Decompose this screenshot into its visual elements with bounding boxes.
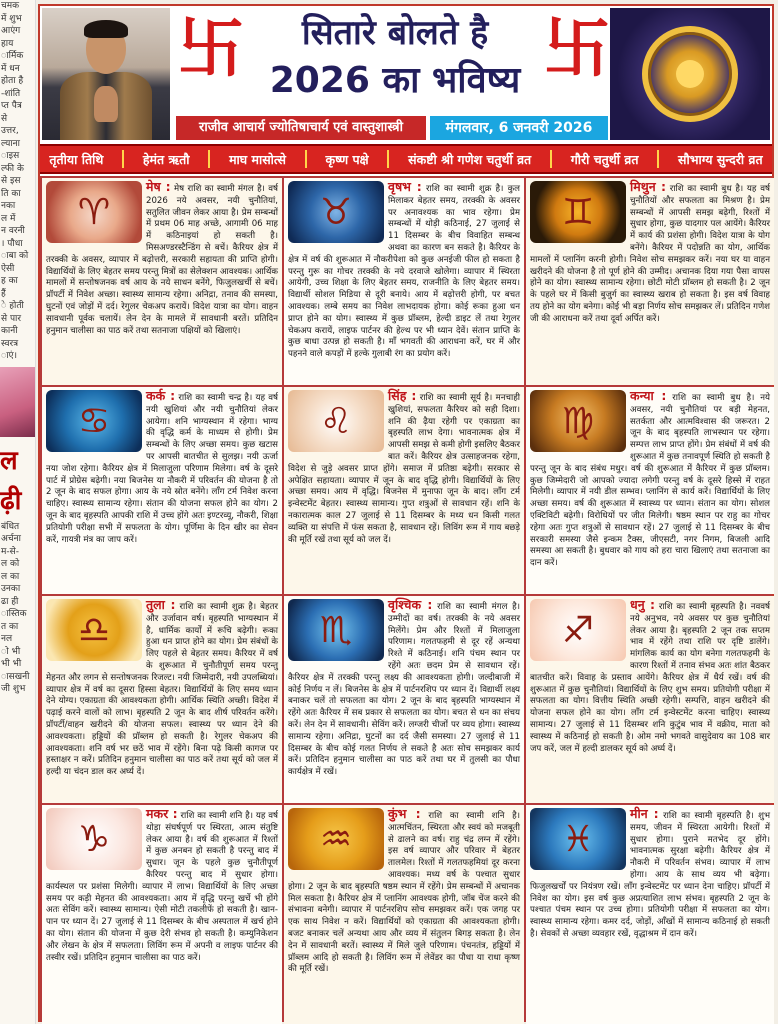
astrologer-photo	[42, 8, 170, 140]
rashi-body: सावधान रहें। कैरियर क्षेत्र में तरक्की परन्तु लक्ष्य की आवश्यकता होगी। जल्दीबाजी में कोई निर्णय न लें। बिजनेस के क्षेत्र में पार्टनरशिप पर ध्यान दें। विद्यार्थी लक्ष्य बनाकर चलें तो सफलता का योग। 2 जून के बाद बृहस्पति भाग्यस्थान में रहेंगे अतः कैरियर में सब प्रकार से सफलता का योग। बचत से धन का संचय करें। लेन देन में सावधानी। सेविंग करें। लग्जरी चीजों पर व्यय होगा। स्वास्थ्य सामान्य रहेगा। अनिद्रा, घुटनों का दर्द जैसी समस्या। 27 जुलाई से 11 दिसम्बर के बीच कोई गलत निर्णय ले सकते है अतः सोच समझकर कार्य करें। प्रतिदिन हनुमान चालीसा का पाठ करें तथा घर में तुलसी का पौधा कार्यक्षेत्र में रखें।	[288, 660, 520, 778]
adjacent-text-fragment: नका	[1, 201, 16, 211]
rashi-card-dhanu	[526, 596, 774, 803]
adjacent-text-fragment: ल्याना	[1, 138, 20, 149]
adjacent-text-fragment: स्वरत्र	[1, 338, 19, 349]
rashi-name: मेष :	[146, 179, 171, 194]
rashi-name: कर्क :	[146, 388, 176, 403]
author-credit: राजीव आचार्य ज्योतिषाचार्य एवं वास्तुशास्त्री	[176, 116, 426, 140]
rashi-intro: राशि का स्वामी शनि है। आत्मचिंतन, स्थिरता और स्वयं को मजबूती से ढालने का वर्ष। राहु चंद्र लग्न में रहेंगे। इस वर्ष व्यापार और परिवार में बेहतर तालमेल। रिश्तों में गलतफहमियां दूर करना आवश्यक। मध्य	[388, 811, 520, 880]
kark-zodiac-icon: ♋	[46, 390, 142, 452]
vrishchik-zodiac-icon: ♏	[288, 599, 384, 661]
mesh-zodiac-icon: ♈	[46, 181, 142, 243]
adjacent-text-fragment: भी भी	[1, 659, 22, 669]
panchang-item: हेमंत ऋतौ	[142, 151, 190, 167]
adjacent-text-fragment: म-से-	[1, 546, 19, 557]
rashi-name: मिथुन :	[630, 179, 667, 194]
swastika-icon-left: 卐	[178, 10, 244, 87]
panchang-item: संकष्टी श्री गणेश चतुर्थी व्रत	[408, 151, 532, 167]
rashi-intro: मेष राशि का स्वामी मंगल है। वर्ष 2026 नये अवसर, नयी चुनौतियां, सतुलित जीवन लेकर आया है। प्रेम सम्बन्धों में प्रथम 06 माह अच्छे, आगामी 06 माह में कठिनाइयां हो सकती है। मिसअण्डरस्टैन्डिंग से	[146, 184, 278, 253]
adjacent-text-fragment: त का	[1, 621, 19, 632]
rashi-name: वृषभ :	[388, 179, 422, 194]
adjacent-text-fragment: ढा ही	[1, 596, 19, 607]
adjacent-text-fragment: े होती	[1, 301, 24, 311]
adjacent-caption: बंधित	[1, 521, 20, 532]
rashi-card-makar	[42, 805, 282, 1024]
rashi-body: में लाभ होगा। आय के साथ व्यय भी बढ़ेगा। फिजुलखर्चों पर नियंत्रण रखें। लॉंग इन्वेस्टमेंट पर ध्यान देना चाहिए। प्रॉपर्टी में निवेश का योग। इस वर्ष कुछ अप्रत्याशित लाभ संभव। बृहस्पति 2 जून के पश्चात पंचम स्थान पर उच्च होगा। प्रतियोगी परीक्षा में सफलता का योग। स्वास्थ्य सामान्य रहेगा। कमर दर्द, जोड़ों, आँखों में सामान्य कठिनाई हो सकती है। सेवकों से अच्छा व्यवहार रखें, वृद्धाश्रम में दान करें।	[530, 858, 770, 939]
adjacent-text-fragment: में धन	[1, 63, 20, 74]
rashi-body: से सुलझ। नयी ऊर्जा नया जोश रहेगा। कैरियर क्षेत्र में मिलाजुला परिणाम मिलेगा। वर्ष के दूसरे पार्ट में प्रोग्रेस बढ़ेगी। नया बिजनेस या नौकरी में परिवर्तन की योजना है तो 2 जून के बाद सफल होगा। आय के नये स्रोत बनेंगे। लॉंग टर्म निवेश करना चाहिए। स्वास्थ्य सामान्य रहेगा। संतान की योजना सफल होने का योग। 2 जून के बाद बृहस्पति आपकी राशि में उच्च होंगे अतः इण्टरव्यू, नौकरी, शिक्षा प्रतियोगी परीक्षा सभी में सफलता के योग। पूर्णिमा के दिन खीर का सेवन करें, गायत्री मंत्र का जाप करें।	[46, 451, 278, 545]
adjacent-text-fragment: उत्तर,	[1, 126, 19, 136]
rashi-intro: राशि का स्वामी शुक्र है। कुल मिलाकर बेहतर समय, तरक्की के अवसर पर अनावश्यक का भाव रहेगा। प्रेम सम्बन्धों में थोड़ी कठिनाई, 27 जुलाई से 11 दिसम्बर के बीच विवाहित सम्बन्ध अथवा का कारण बन सकते है।	[388, 184, 520, 253]
meen-zodiac-icon: ♓	[530, 808, 626, 870]
rashi-card-vrishchik	[284, 596, 524, 803]
rashi-body: में सुधार होगा। कार्यस्थल पर प्रशंसा मिलेगी। व्यापार में लाभ। विद्यार्थियों के लिए अच्छा समय पर कड़ी मेहनत की आवश्यकता। आय में वृद्धि परन्तु खर्चे भी होंगे अतः सेविंग करें। स्वास्थ्य सामान्य। ऐसी मोटी तकलीफें हो सकती है। खान-पान पर ध्यान दें। 27 जुलाई से 11 दिसम्बर के बीच अस्पताल में खर्च होने का योग। संतान की योजना में कुछ देरी संभव हो सकती है। कम्युनिकेशन और लेखन के क्षेत्र में सफलता। लिविंग रूम में अपनी व लाइफ पार्टनर की तस्वीर रखें। प्रतिदिन हनुमान चालीसा का पाठ करें।	[46, 869, 278, 963]
panchang-separator	[305, 150, 307, 168]
rashi-card-kark	[42, 387, 282, 594]
adjacent-text-fragment: ऐसी	[1, 263, 15, 274]
adjacent-text-fragment: कानी	[1, 326, 18, 336]
adjacent-text-fragment: आएंग	[1, 26, 21, 36]
adjacent-headline-part2: ढ़ी	[0, 485, 22, 516]
kumbh-zodiac-icon: ♒	[288, 808, 384, 870]
panchang-separator	[550, 150, 552, 168]
panchang-separator	[122, 150, 124, 168]
panchang-separator	[208, 150, 210, 168]
rashi-card-meen	[526, 805, 774, 1024]
rashi-card-simh	[284, 387, 524, 594]
rashi-body: कैरियर क्षेत्र उत्साहजनक रहेगा, विदेश से जुड़े अवसर प्राप्त होंगे। समाज में प्रतिष्ठा बढ़ेगी। सरकार से अपेक्षित सहायता। व्यापार में जून के बाद वृद्धि होगी। विद्यार्थियों के लिए अच्छा समय। आय में वृद्धि। बिजनेस में मुनाफा जून के बाद। लॉंग टर्म इन्वेस्टमेंट बेहतर। स्वास्थ्य सामान्य। गुप्त शत्रुओं से सावधान रहें। शनि के नकारात्मक काल 27 जुलाई से 11 दिसम्बर के मध्य धन किसी गलत व्यक्ति या संपत्ति में फंस सकता है, सावधान रहें। लिविंग रूम में गाय बछड़े की मूर्ति रखें तथा सूर्य को जल दें।	[288, 451, 521, 545]
rashi-body: कारण रिश्तों में तनाव संभव अतः शांत बैठकर बातचीत करें। विवाह के प्रस्ताव आयेंगे। कैरियर क्षेत्र में धैर्य रखें। वर्ष की शुरूआत में कुछ चुनौतियां। विद्यार्थियों के लिए शुभ समय। प्रतियोगी परीक्षा में सफलता का योग। वित्तीय स्थिति अच्छी रहेगी। सम्पत्ति, वाहन खरीदने की योजना सफल होने का योग। लॉंग टर्म इन्वेस्टमेंट करना चाहिए। स्वास्थ्य सामान्य। 27 जुलाई से 11 दिसम्बर शनि कुटुंब भाव में वक्रीय, माता को स्वास्थ्य में कठिनाई हो सकती है। ओम नमो भगवते वासुदेवाय का 108 बार जप करें, जल में हल्दी डालकर सूर्य को अर्घ्य दें।	[530, 660, 770, 754]
rashi-name: सिंह :	[388, 388, 417, 403]
panchang-separator	[387, 150, 389, 168]
rashi-intro: राशि का स्वामी बुध है। यह वर्ष चुनौतियों और सफलता का मिश्रण है। प्रेम सम्बन्धों में आपसी समझ बढ़ेगी, रिश्तों में सुधार होगा, कुछ यादगार पल आयेंगे। कैरियर में कार्य की प्रशंसा होगी।	[630, 184, 770, 242]
adjacent-text-fragment: उनका	[1, 584, 21, 594]
mith-zodiac-icon: ♊	[530, 181, 626, 243]
rashi-body: वर्ष के पश्चात सुधार होगा। 2 जून के बाद बृहस्पति षष्ठम स्थान में रहेंगे। प्रेम सम्बन्धों में अचानक मिल सकता है। कैरियर क्षेत्र में प्लानिंग आवश्यक होगी, जॉब चेंज करने की संभावना बनेगी। व्यापार में पार्टनरशिप सोच समझकर करें। एक जगह पर एक साथ निवेश न करें। विद्यार्थियों को एकाग्रता की आवश्यकता होगी। बजट बनाकर चलें अन्यथा आय और व्यय में संतुलन बिगड़ सकता है। लेन देन में सावधानी बरतें। स्वास्थ्य में मिले जुले परिणाम। पंचनतंत्र, हड्डियों में प्रॉब्लम आदि हो सकती है। लिविंग रूम में लेवेंडर का पौधा या राधा कृष्ण की मूर्ति रखें।	[288, 869, 521, 975]
rashi-intro: राशि का स्वामी मंगल है। उम्मीदों का वर्ष। तरक्की के नये अवसर मिलेंगे। प्रेम और रिश्तों में मिलाजुला परिणाम। गलतफहमी से दूर रहें अन्यथा रिश्ते में कठिनाई। शनि पंचम स्थान पर रहेंगे अतः छदम प्रेम से	[388, 602, 521, 671]
adjacent-text-fragment: ल का	[1, 571, 20, 582]
horoscope-page	[38, 4, 774, 1022]
swastika-icon-right: 卐	[544, 10, 610, 87]
rashi-card-vrish	[284, 178, 524, 385]
header	[40, 6, 772, 142]
rashi-body: बचें। कैरियर क्षेत्र में तरक्की के अवसर, व्यापार में बढ़ोत्तरी, सरकारी सहायता की प्राप्ति होगी। विद्यार्थियों के लिए बेहतर समय परन्तु मित्रों का सेलेक्शन आवश्यक। आर्थिक मामलों में सन्तोषजनक वर्ष आय के नये साधन बनेंगे, फिजुलखर्ची से बचें। प्रॉपर्टी में निवेश अच्छा। स्वास्थ्य सामान्य रहेगा। अनिद्रा, तनाव की समस्या, घुटनों एवं जोड़ों में दर्द। रेगुलर चेकअप करायें। विदेश यात्रा का योग। वाहन सावधानी पूर्वक चलायें। लेन देन के मामले में सावधानी बरतें। प्रतिदिन हनुमान चालीसा का पाठ करें तथा सतनाजा पक्षियों को खिलाएं।	[46, 242, 279, 336]
adjacent-text-fragment: ाइस	[1, 151, 20, 161]
rashi-intro: राशि का स्वामी बृहस्पति है। नववर्ष नये अनुभव, नये अवसर पर कुछ चुनौतियां लेकर आया है। बृहस्पति 2 जून तक सप्तम भाव में रहेंगे तथा राशि पर दृष्टि डालेंगे। मांगलिक कार्य का योग बनेगा गलतफहमी के	[630, 602, 770, 660]
adjacent-column-fragment	[0, 0, 36, 1024]
date-label: मंगलवार, 6 जनवरी 2026	[430, 116, 608, 140]
panchang-item: सौभाग्य सुन्दरी व्रत	[678, 151, 763, 167]
adjacent-text-fragment: में शुभ	[1, 13, 22, 24]
adjacent-text-fragment: ो भी	[1, 646, 21, 657]
adjacent-text-fragment: ल्फी के	[1, 163, 24, 174]
rashi-body: परन्तु मेहनत और लगन से सन्तोषजनक रिजल्ट। नयी जिम्मेदारी, नयी उपलब्धियां। व्यापार क्षेत्र में वर्ष का दूसरा हिस्सा बेहतर। विद्यार्थियों के लिए समय ध्यान देने योग्य। एकाग्रता की आवश्यकता होगी। आर्थिक स्थिति अच्छी। विदेश में पढ़ाई करने वालों को लाभ। बृहस्पति 2 जून के बाद शीर्ष परिवर्तन करेंगे। प्रॉपर्टी/वाहन खरीदने की योजना सफल। स्वास्थ्य पर ध्यान देने की आवश्यकता। हड्डियों की प्रॉब्लम हो सकती है। रेगुलर चेकअप की आवश्यकता। शनि वर्ष भर छठें भाव में रहेंगे। बिना पढ़े किसी कागज पर हस्ताक्षर न करें। प्रतिदिन हनुमान चालीसा का पाठ करें तथा सूर्य को जल में हल्दी या चंदन डाल कर अर्घ्य दें।	[46, 660, 279, 778]
rashi-card-mith	[526, 178, 774, 385]
rashi-body: विदेश यात्रा के योग बनेंगे। कैरियर में पदोन्नति का योग, आर्थिक मामलों में प्लानिंग करनी होगी। निवेश सोच समझकर करें। नया घर या वाहन खरीदने की योजना है तो पूर्ण होने की उम्मीद। अचानक दिया गया पैसा वापस होने का योग। स्वास्थ्य सामान्य रहेगा। छोटी मोटी प्रॉब्लम हो सकती है। 2 जून के पहले घर में किसी बुजुर्ग का स्वास्थ्य खराब हो सकता है। इस वर्ष विवाह तय होने का योग बनेगा। कोई भी बड़ा निर्णय सोच समझकर लें। प्रतिदिन गणेश जी की आराधना करें तथा दूर्वा अर्पित करें।	[530, 231, 770, 324]
adjacent-text-fragment: होता है	[1, 76, 24, 86]
rashi-name: मकर :	[146, 806, 178, 821]
simh-zodiac-icon: ♌	[288, 390, 384, 452]
adjacent-headline-part1: ल	[0, 445, 18, 476]
adjacent-text-fragment: से इस	[1, 176, 21, 186]
adjacent-text-fragment: प्त पैत्र	[1, 101, 22, 111]
adjacent-text-fragment: ासखनी	[1, 671, 30, 682]
adjacent-text-fragment: ाएं।	[1, 351, 18, 361]
rashi-intro: राशि का स्वामी चन्द्र है। यह वर्ष नयी खुशियां और नयी चुनौतियां लेकर आयेगा। शनि भाग्यस्थान में रहेगा। भाग्य की वृद्धि कर्म के माध्यम से होगी। प्रेम सम्बन्धों के लिए अच्छा समय। कुछ खटास पर आपसी बातचीत	[146, 393, 278, 462]
rashi-intro: राशि का स्वामी बृहस्पति है। शुभ समय, जीवन में स्थिरता आयेगी। रिश्तों में सुधार होगा। पुराने मतभेद दूर होंगे। भावनात्मक सुरक्षा बढ़ेगी। कैरियर क्षेत्र में नौकरी में परिवर्तन संभव। व्यापार	[630, 811, 770, 869]
adjacent-text-fragment: हैं	[1, 288, 6, 299]
adjacent-text-fragment: । पौधा	[1, 238, 23, 249]
rashi-card-kumbh	[284, 805, 524, 1024]
rashi-name: वृश्चिक :	[388, 597, 433, 612]
kanya-zodiac-icon: ♍	[530, 390, 626, 452]
rashi-card-kanya	[526, 387, 774, 594]
dhanu-zodiac-icon: ♐	[530, 599, 626, 661]
adjacent-text-fragment: ति का	[1, 188, 21, 199]
panchang-item: गौरी चतुर्थी व्रत	[570, 151, 639, 167]
rashi-grid	[40, 176, 772, 1022]
adjacent-text-fragment: जी शुभ	[1, 684, 26, 694]
rashi-name: मीन :	[630, 806, 659, 821]
panchang-item: माघ मासोत्से	[229, 151, 286, 167]
page-subtitle: 2026 का भविष्य	[269, 60, 521, 101]
panchang-item: तृतीया तिथि	[49, 151, 104, 167]
adjacent-text-fragment: से	[1, 113, 8, 124]
rashi-card-mesh	[42, 178, 282, 385]
vrish-zodiac-icon: ♉	[288, 181, 384, 243]
adjacent-text-fragment: नल	[1, 634, 13, 644]
panchang-item: कृष्ण पक्षे	[325, 151, 369, 167]
rashi-name: कन्या :	[630, 388, 667, 403]
rashi-name: धनु :	[630, 597, 656, 612]
adjacent-text-fragment: चमक	[1, 1, 20, 11]
adjacent-text-fragment: ाबा को	[1, 251, 29, 261]
adjacent-text-fragment: हाय	[1, 38, 14, 49]
adjacent-text-fragment: ल में	[1, 213, 16, 224]
page-title: सितारे बोलते है	[301, 13, 489, 53]
adjacent-text-fragment: ल को	[1, 559, 20, 569]
adjacent-text-fragment: से पार	[1, 313, 22, 324]
rashi-name: कुंभ :	[388, 806, 421, 821]
adjacent-text-fragment: ह का	[1, 276, 18, 286]
makar-zodiac-icon: ♑	[46, 808, 142, 870]
rashi-intro: राशि का स्वामी शनि है। यह वर्ष थोड़ा संघर्षपूर्ण पर स्थिरता, आत्म संतुष्टि लेकर आया है। वर्ष की शुरूआत में रिश्तों में कुछ अनबन हो सकती है परन्तु बाद में सुधार। जून के पहले कुछ चुनौतीपूर्ण कैरियर परन्तु बाद	[146, 811, 278, 880]
rashi-intro: राशि का स्वामी शुक्र है। बेहतर और उर्जावान वर्ष। बृहस्पति भाग्यस्थान में है, धार्मिक कार्यों में रूचि बढ़ेगी। रूका हुआ धन प्राप्त होने का योग। प्रेम संबंधों के लिए पहले से बेहतर समय। कैरियर में वर्ष के शुरूआत में चुनौतीपूर्ण समय	[146, 602, 279, 671]
adjacent-text-fragment: ार्मिक	[1, 51, 24, 61]
zodiac-wheel-image	[610, 8, 770, 140]
rashi-body: कैरियर के क्षेत्र में वर्ष की शुरूआत में नौकरीपेशा को कुछ अनईजी फील हो सकता है परन्तु गुरू का गोचर तरक्की के नये दरवाजे खोलेगा। व्यापार में स्थिरता आयेगी, उच्च शिक्षा के लिए बेहतर समय, राजनीति के लिए बेहतर समय। विद्यार्थी सोशल मिडिया से दूरी बनाये। आय में बढ़ोत्तरी होगी, पर बचत आवश्यक। लम्बे समय का निवेश लाभदायक होगा। कोई रूका हुआ धन प्राप्त होने का योग। स्वास्थ्य में कुछ प्रॉब्लम, हेल्दी डाइट लें तथा रेगुलर चेकअप करायें, लाइफ पार्टनर की हेल्थ पर भी ध्यान देवें। संतान प्राप्ति के कुछ बाधा उत्पन्न हो सकती है। माँ भगवती की आराधना करें, घर में और पहनने वाले कपड़ों में हल्के गुलाबी रंग का प्रयोग करें।	[288, 242, 521, 360]
tula-zodiac-icon: ♎	[46, 599, 142, 661]
adjacent-text-fragment: ास्तिक	[1, 609, 27, 619]
panchang-bar	[40, 144, 772, 174]
adjacent-photo	[0, 367, 36, 437]
adjacent-text-fragment: अर्चना	[1, 534, 21, 544]
rashi-intro: राशि का स्वामी बुध है। नये अवसर, नयी चुनौतियां पर बड़ी मेहनत, सतर्कता और आत्मविश्वास की जरूरत। 2 जून के बाद बृहस्पति लाभस्थान पर रहेगा। सम्पत्त लाभ प्राप्त होंगे। प्रेम संबंधों में वर्ष की शुरूआत में कुछ तनावपूर्ण स्थिति	[630, 393, 770, 462]
adjacent-text-fragment: न वरनी	[1, 226, 25, 236]
rashi-intro: राशि का स्वामी सूर्य है। मनचाही खुशियां, सफलता कैरियर को सही दिशा। शनि की ढ़ैया रहेगी पर एकाग्रता का बृहस्पति लाभ देगा। भावनात्मक क्षेत्र में आपसी समझ से कमी होगी इसलिए बैठकर बात करें।	[388, 393, 521, 462]
rashi-name: तुला :	[146, 597, 176, 612]
rashi-card-tula	[42, 596, 282, 803]
panchang-separator	[657, 150, 659, 168]
adjacent-text-fragment: -शांति	[1, 88, 21, 99]
rashi-body: हो सकती है परन्तु जून के बाद संबंध मधुर। वर्ष की शुरूआत में कैरियर में कुछ प्रॉब्लम। कुछ जिम्मेदारी जो आपको ज्यादा लगेगी परन्तु वर्ष के दूसरे हिस्से में राहत मिलेगी। व्यापार में नयी डील सम्भव। प्लानिंग से कार्य करें। विद्यार्थियों के लिए अच्छा समय। वर्ष की शुरूआत में स्वास्थ्य पर ध्यान। संतान का योग। सोशल एक्टिविटी बढ़ेगी। विरोधियों पर जीत मिलेगी। षष्ठम स्थान पर राहु का गोचर रहेगा अतः गुप्त शत्रुओं से सावधान रहें। 27 जुलाई से 11 दिसम्बर के बीच सरकारी समस्या जैसे इन्कम टैक्स, जीएसटी, नगर निगम, बिजली आदि समस्या आ सकती है। बुधवार को गाय को हरा चारा खिलाएं तथा सतनाजा का दान करें।	[530, 451, 770, 569]
